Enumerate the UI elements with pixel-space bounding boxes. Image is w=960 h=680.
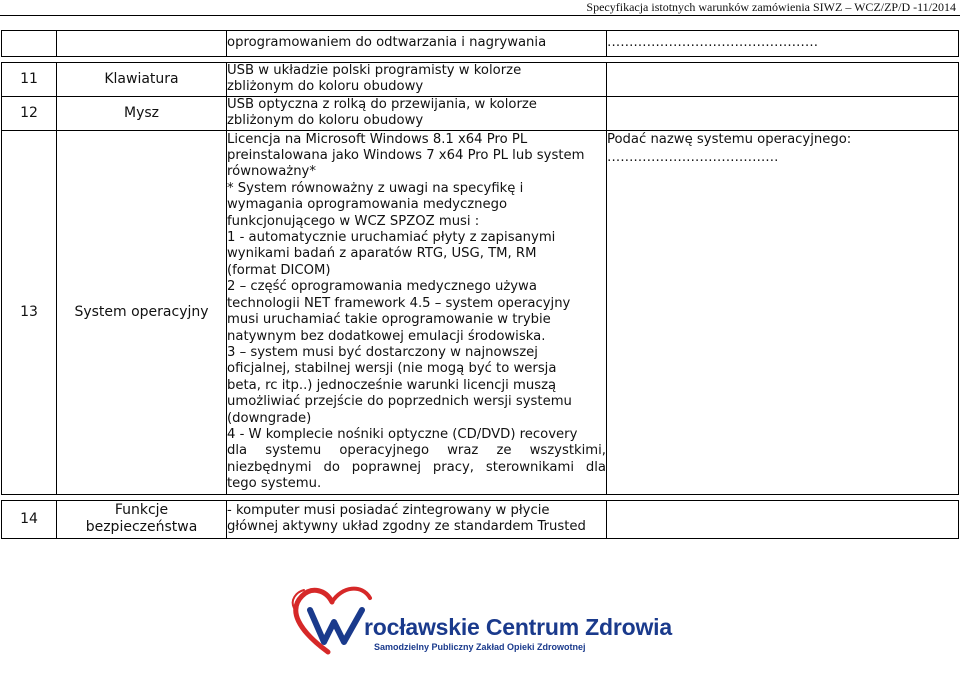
desc-line: wymagania oprogramowania medycznego — [227, 197, 508, 213]
row-number: 12 — [2, 96, 57, 130]
row-description — [227, 63, 607, 97]
desc-line: technologii NET framework 4.5 – system operacyjny — [227, 295, 571, 311]
desc-line: Licencja na Microsoft Windows 8.1 x64 Pro PL — [227, 131, 528, 147]
hospital-logo — [288, 580, 672, 660]
answer-placeholder: ………………………………… — [607, 150, 779, 166]
answer-cell[interactable] — [607, 96, 959, 130]
table-row — [2, 31, 959, 57]
row-description — [227, 31, 607, 57]
row-number: 14 — [2, 500, 57, 538]
desc-line: USB w układzie polski programisty w kolorze — [227, 63, 522, 78]
page-header — [0, 0, 960, 14]
row-name-line: Funkcje — [114, 502, 169, 519]
desc-line: zbliżonym do koloru obudowy — [227, 79, 424, 95]
desc-line: * System równoważny z uwagi na specyfikę i — [227, 180, 524, 196]
row-description — [227, 96, 607, 130]
desc-line: oficjalnej, stabilnej wersji (nie mogą być to wersja — [227, 361, 557, 377]
desc-line: musi uruchamiać takie oprogramowanie w trybie — [227, 312, 551, 328]
desc-line: (format DICOM) — [227, 262, 331, 278]
row-number — [2, 31, 57, 57]
row-name: Mysz — [57, 96, 227, 130]
desc-line: niezbędnymi do poprawnej pracy, sterownikami dla — [227, 459, 606, 475]
desc-line: tego systemu. — [227, 476, 322, 492]
document-title: Specyfikacja istotnych warunków zamówienia SIWZ – WCZ/ZP/D -11/2014 — [586, 0, 956, 14]
desc-line: funkcjonującego w WCZ SPZOZ musi : — [227, 213, 480, 229]
header-rule — [0, 15, 960, 16]
row-description — [227, 130, 607, 494]
table-row — [2, 500, 959, 538]
desc-line: umożliwiać przejście do poprzednich wersji systemu — [227, 394, 572, 410]
row-description — [227, 500, 607, 538]
logo-title: rocławskie Centrum Zdrowia — [364, 614, 672, 640]
desc-line: zbliżonym do koloru obudowy — [227, 113, 424, 129]
desc-line: 3 – system musi być dostarczony w najnowszej — [227, 344, 538, 360]
desc-line: dla systemu operacyjnego wraz ze wszystkimi, — [227, 443, 606, 459]
answer-cell[interactable] — [607, 31, 959, 57]
row-name: System operacyjny — [57, 130, 227, 494]
desc-line: beta, rc itp..) jednocześnie warunki licencji muszą — [227, 377, 557, 393]
row-name-line: bezpieczeństwa — [85, 519, 198, 536]
desc-line: (downgrade) — [227, 410, 312, 426]
desc-line: głównej aktywny układ zgodny ze standardem Trusted — [227, 519, 586, 535]
specification-table — [1, 30, 959, 539]
desc-line: równoważny* — [227, 164, 316, 180]
logo-subtitle: Samodzielny Publiczny Zakład Opieki Zdrowotnej — [374, 642, 586, 652]
answer-cell[interactable] — [607, 63, 959, 97]
desc-line: oprogramowaniem do odtwarzania i nagrywania — [227, 35, 547, 51]
table-row — [2, 96, 959, 130]
row-name — [57, 31, 227, 57]
desc-line: 1 - automatycznie uruchamiać płyty z zapisanymi — [227, 230, 556, 246]
desc-line: 4 - W komplecie nośniki optyczne (CD/DVD) recovery — [227, 426, 578, 442]
row-number: 11 — [2, 63, 57, 97]
desc-line: 2 – część oprogramowania medycznego używa — [227, 279, 537, 295]
row-number: 13 — [2, 130, 57, 494]
row-name: Klawiatura — [57, 63, 227, 97]
answer-prompt: Podać nazwę systemu operacyjnego: — [607, 131, 852, 147]
desc-line: preinstalowana jako Windows 7 x64 Pro PL lub system — [227, 148, 585, 164]
row-name — [57, 500, 227, 538]
answer-placeholder: ………………………………………… — [607, 35, 818, 51]
desc-line: natywnym bez dodatkowej emulacji środowiska. — [227, 328, 546, 344]
table-row — [2, 63, 959, 97]
desc-line: wynikami badań z aparatów RTG, USG, TM, RM — [227, 246, 537, 262]
table-row — [2, 130, 959, 494]
answer-cell[interactable] — [607, 500, 959, 538]
desc-line: - komputer musi posiadać zintegrowany w płycie — [227, 502, 550, 518]
desc-line: USB optyczna z rolką do przewijania, w kolorze — [227, 96, 537, 112]
answer-cell[interactable] — [607, 130, 959, 494]
